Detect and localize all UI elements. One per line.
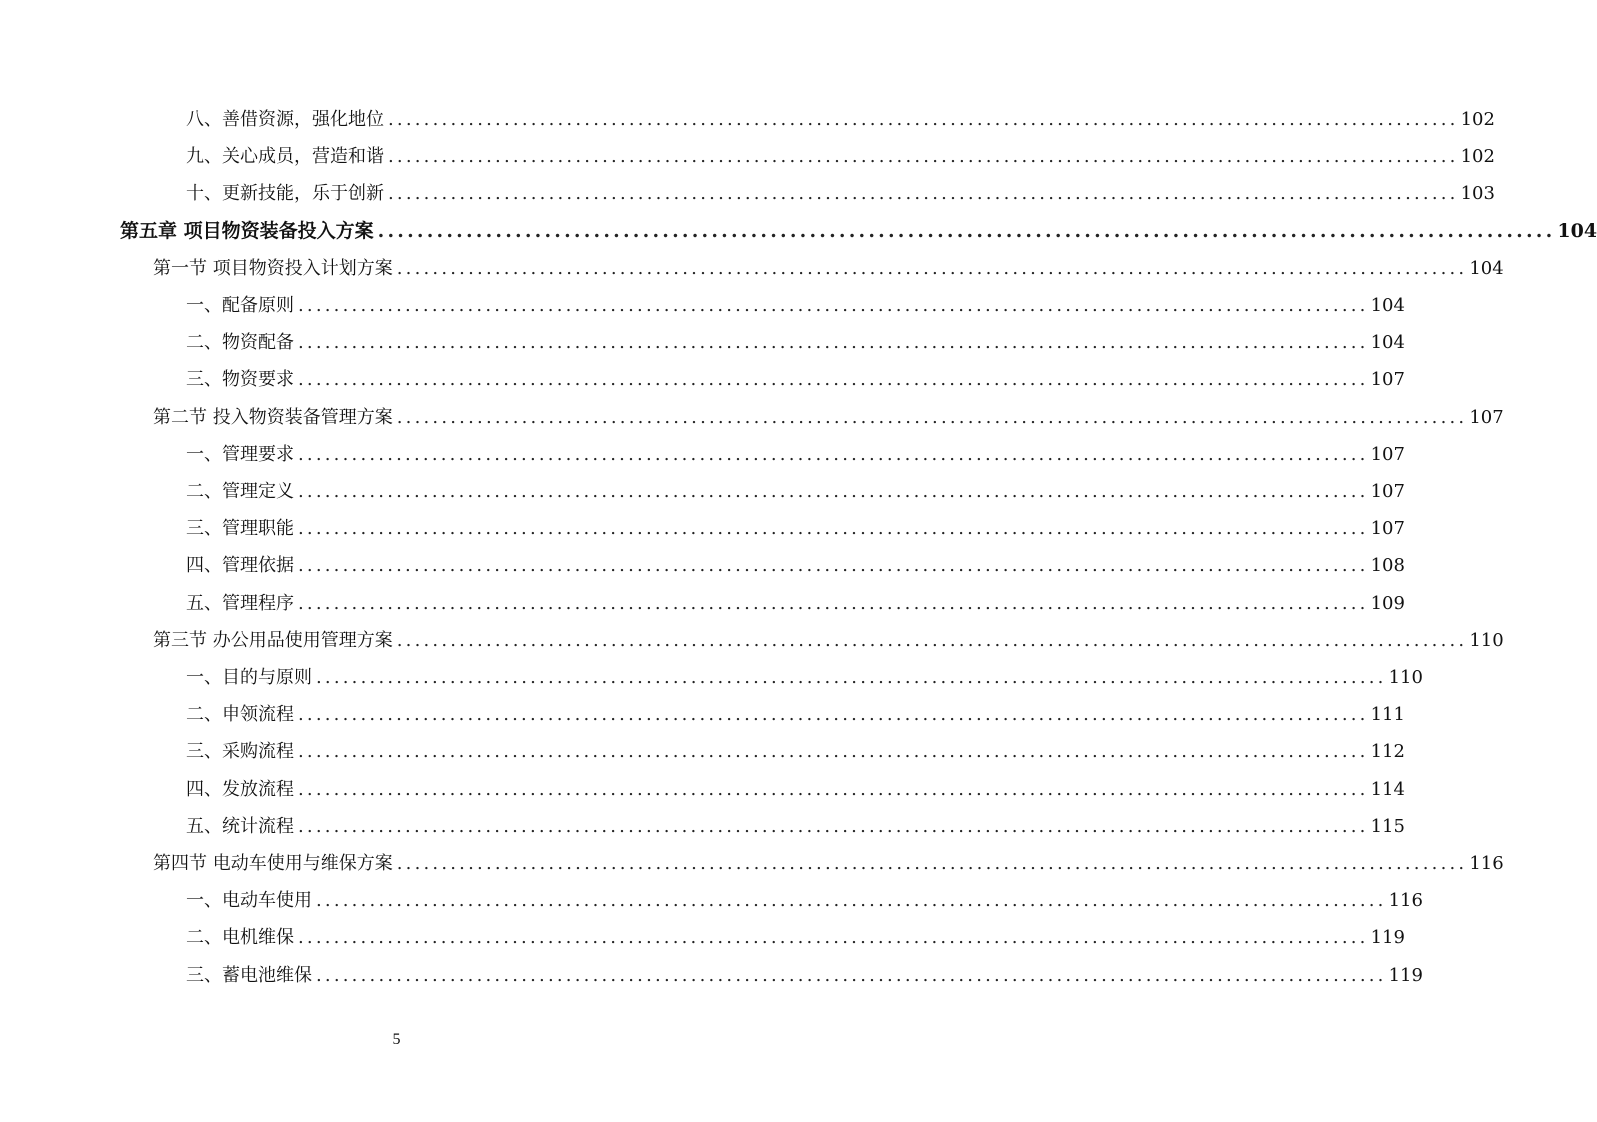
toc-dot-leader: ........................................................................................................................ — [298, 369, 1369, 391]
toc-section-entry[interactable] — [153, 399, 1504, 436]
toc-dot-leader: ........................................................................................................................ — [298, 815, 1369, 837]
toc-entry-title: 二、物资配备 — [186, 332, 294, 354]
toc-entry-title: 二、申领流程 — [186, 704, 294, 726]
toc-dot-leader: ........................................................................................................................ — [396, 853, 1468, 874]
toc-dot-leader: ........................................................................................................................ — [396, 406, 1468, 428]
toc-entry-page: 103 — [1460, 183, 1495, 205]
toc-subsection-entry[interactable] — [186, 585, 1405, 622]
toc-entry-page: 116 — [1469, 853, 1504, 874]
toc-entry-title: 五、统计流程 — [186, 815, 294, 837]
toc-subsection-entry[interactable] — [186, 919, 1405, 956]
toc-subsection-entry[interactable] — [186, 436, 1405, 473]
toc-entry-page: 119 — [1370, 927, 1405, 949]
toc-subsection-entry[interactable] — [186, 771, 1405, 808]
toc-dot-leader: ........................................................................................................................ — [388, 146, 1459, 168]
toc-entry-title: 五、管理程序 — [186, 592, 294, 614]
toc-dot-leader: ........................................................................................................................ — [298, 518, 1369, 540]
toc-subsection-entry[interactable] — [186, 473, 1405, 510]
toc-section-entry[interactable] — [153, 845, 1504, 882]
toc-entry-title: 九、关心成员，营造和谐 — [186, 146, 384, 168]
toc-entry-title: 三、物资要求 — [186, 369, 294, 391]
toc-entry-title: 一、电动车使用 — [186, 890, 312, 912]
toc-entry-title: 八、善借资源，强化地位 — [186, 109, 384, 130]
page-number: 5 — [392, 1031, 401, 1048]
toc-dot-leader: ........................................................................................................................ — [316, 890, 1387, 912]
toc-entry-title: 四、管理依据 — [186, 555, 294, 577]
toc-entry-page: 111 — [1370, 704, 1405, 726]
toc-entry-title: 二、管理定义 — [186, 481, 294, 502]
toc-section-entry[interactable] — [153, 622, 1504, 659]
toc-entry-page: 107 — [1370, 369, 1405, 391]
toc-dot-leader: ........................................................................................................................ — [298, 481, 1369, 502]
toc-entry-page: 114 — [1370, 778, 1405, 800]
toc-entry-title: 第四节 电动车使用与维保方案 — [153, 853, 393, 874]
toc-entry-title: 第五章 项目物资装备投入方案 — [120, 219, 374, 242]
toc-entry-page: 108 — [1370, 555, 1405, 577]
toc-entry-page: 116 — [1388, 890, 1423, 912]
toc-dot-leader: ........................................................................................................................ — [298, 704, 1369, 726]
toc-entry-page: 115 — [1370, 815, 1405, 837]
toc-subsection-entry[interactable] — [186, 324, 1405, 361]
toc-dot-leader: ........................................................................................................................ — [377, 219, 1556, 242]
toc-dot-leader: ........................................................................................................................ — [298, 592, 1369, 614]
toc-subsection-entry[interactable] — [186, 138, 1495, 175]
toc-entry-page: 104 — [1469, 257, 1504, 279]
toc-entry-title: 第二节 投入物资装备管理方案 — [153, 406, 393, 428]
toc-subsection-entry[interactable] — [186, 101, 1495, 138]
toc-entry-title: 二、电机维保 — [186, 927, 294, 949]
toc-dot-leader: ........................................................................................................................ — [316, 964, 1387, 986]
toc-entry-title: 三、蓄电池维保 — [186, 964, 312, 986]
toc-entry-title: 一、管理要求 — [186, 443, 294, 465]
toc-entry-title: 十、更新技能，乐于创新 — [186, 183, 384, 205]
toc-entry-page: 107 — [1370, 518, 1405, 540]
toc-entry-page: 102 — [1460, 109, 1495, 130]
toc-chapter-entry[interactable] — [120, 213, 1597, 250]
toc-subsection-entry[interactable] — [186, 659, 1423, 696]
toc-entry-title: 第三节 办公用品使用管理方案 — [153, 629, 393, 651]
toc-dot-leader: ........................................................................................................................ — [298, 927, 1369, 949]
toc-dot-leader: ........................................................................................................................ — [396, 629, 1468, 651]
toc-dot-leader: ........................................................................................................................ — [298, 778, 1369, 800]
toc-dot-leader: ........................................................................................................................ — [298, 295, 1369, 316]
toc-dot-leader: ........................................................................................................................ — [388, 109, 1459, 130]
toc-entry-page: 107 — [1370, 481, 1405, 502]
toc-dot-leader: ........................................................................................................................ — [298, 555, 1369, 577]
toc-subsection-entry[interactable] — [186, 287, 1405, 324]
toc-subsection-entry[interactable] — [186, 733, 1405, 770]
toc-entry-title: 一、配备原则 — [186, 295, 294, 316]
toc-dot-leader: ........................................................................................................................ — [396, 257, 1468, 279]
toc-subsection-entry[interactable] — [186, 547, 1405, 584]
toc-entry-page: 112 — [1370, 741, 1405, 763]
toc-section-entry[interactable] — [153, 250, 1504, 287]
toc-entry-page: 104 — [1557, 219, 1597, 242]
toc-entry-title: 第一节 项目物资投入计划方案 — [153, 257, 393, 279]
toc-entry-page: 107 — [1370, 443, 1405, 465]
toc-subsection-entry[interactable] — [186, 808, 1405, 845]
toc-dot-leader: ........................................................................................................................ — [298, 332, 1369, 354]
toc-entry-page: 109 — [1370, 592, 1405, 614]
toc-dot-leader: ........................................................................................................................ — [388, 183, 1459, 205]
toc-subsection-entry[interactable] — [186, 510, 1405, 547]
toc-entry-title: 一、目的与原则 — [186, 667, 312, 688]
toc-subsection-entry[interactable] — [186, 175, 1495, 212]
toc-subsection-entry[interactable] — [186, 696, 1405, 733]
toc-entry-page: 119 — [1388, 964, 1423, 986]
toc-entry-page: 104 — [1370, 295, 1405, 316]
toc-entry-page: 104 — [1370, 332, 1405, 354]
toc-entry-page: 107 — [1469, 406, 1504, 428]
toc-entry-page: 110 — [1469, 629, 1504, 651]
toc-subsection-entry[interactable] — [186, 882, 1423, 919]
toc-subsection-entry[interactable] — [186, 361, 1405, 398]
toc-entry-title: 三、管理职能 — [186, 518, 294, 540]
toc-entry-title: 三、采购流程 — [186, 741, 294, 763]
toc-entry-page: 110 — [1388, 667, 1423, 688]
toc-subsection-entry[interactable] — [186, 957, 1423, 994]
toc-entry-title: 四、发放流程 — [186, 778, 294, 800]
toc-entry-page: 102 — [1460, 146, 1495, 168]
toc-dot-leader: ........................................................................................................................ — [298, 741, 1369, 763]
toc-dot-leader: ........................................................................................................................ — [298, 443, 1369, 465]
toc-dot-leader: ........................................................................................................................ — [316, 667, 1387, 688]
